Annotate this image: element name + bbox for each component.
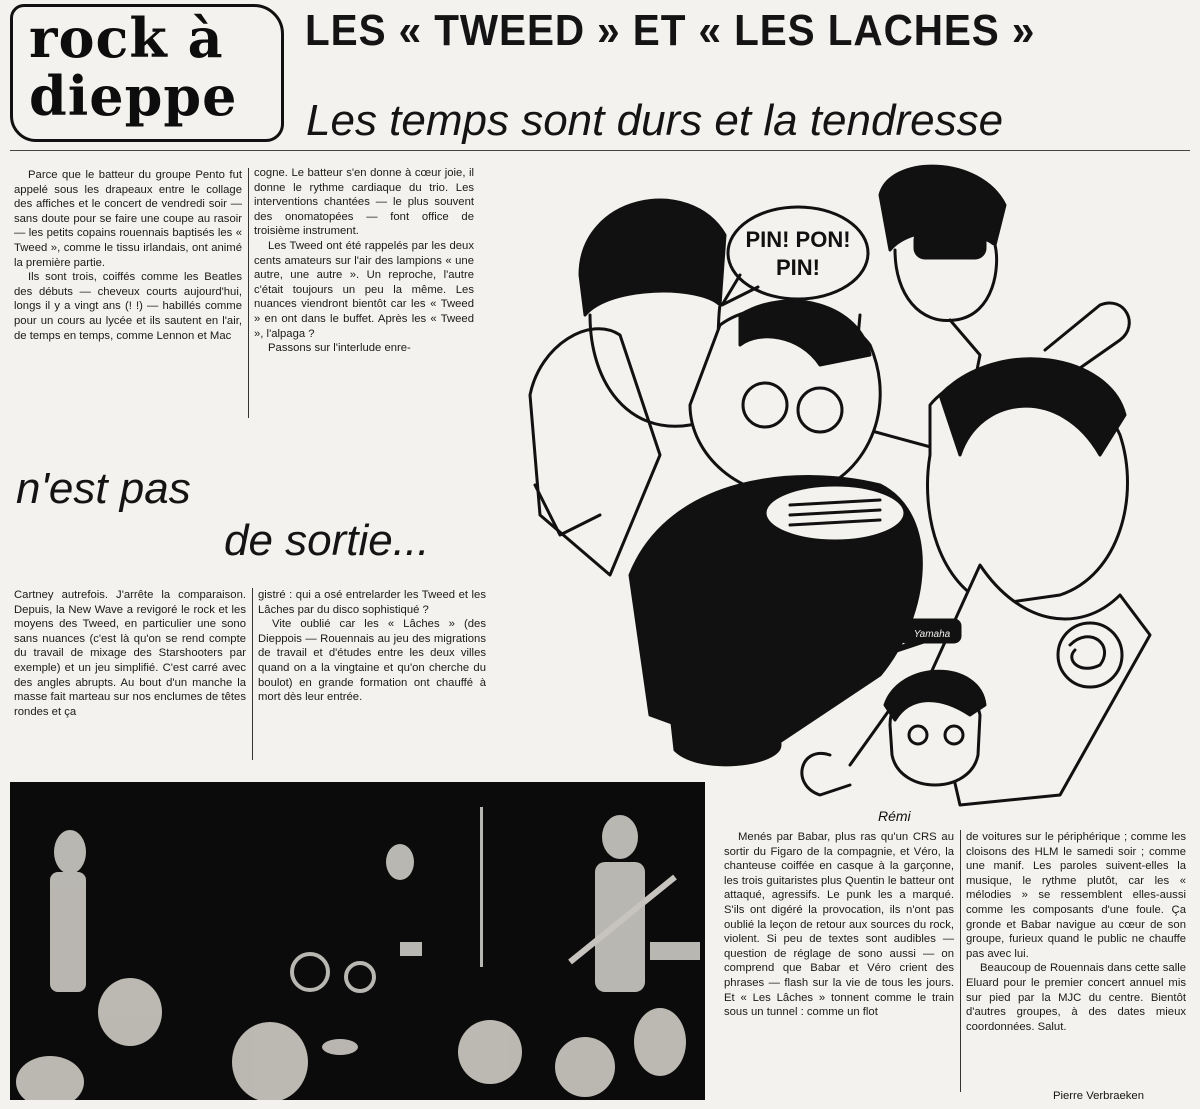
author-signature: Pierre Verbraeken [1052,1090,1144,1102]
rubric-line-2: dieppe [29,64,238,128]
cartoon-illustration [500,155,1190,825]
paragraph: gistré : qui a osé entrelarder les Tweed et les Lâches par du disco sophistiqué ? [258,589,486,616]
column-3-bottom [724,830,954,1020]
paragraph: Beaucoup de Rouennais dans cette salle Eluard pour le premier concert annuel mis sur pied par la MJC du centre. Bientôt d'autres groupes, à des dates mieux coordonnées. Salut. [966,962,1186,1033]
headline: LES « TWEED » ET « LES LACHES » [305,6,1036,55]
column-divider [960,830,961,1092]
speech-bubble-line-1: PIN! PON! [745,227,851,252]
subhead-continued-2: de sortie... [224,516,430,565]
paragraph: Vite oublié car les « Lâches » (des Dieppois — Rouennais au jeu des migrations de travail et d'études entre les deux villes quand on a la vingtaine et qu'on cherche du boulot) en grande formation ont chauffé à mort dès leur entrée. [258,618,486,704]
column-divider [248,168,249,418]
subhead-continued-1: n'est pas [16,464,191,513]
artist-signature: Rémi [878,808,911,824]
column-1-top [14,168,242,343]
speech-bubble-line-2: PIN! [776,255,820,280]
column-divider [252,588,253,760]
paragraph: Menés par Babar, plus ras qu'un CRS au sortir du Figaro de la compagnie, et Véro, la chanteuse coiffée en casque à la garçonne, les trois guitaristes plus Quentin le batteur ont attaqué, agressifs. Le punk les a marqué. S'ils ont digéré la provocation, ils n'ont pas oublié la leçon de retour aux sources du rock, violent. Si peu de textes sont audibles — question de réglage de sono aussi — on comprend que Babar et Véro crient des phrases — flash sur la vie de tous les jours. Et « Les Lâches » tonnent comme le train sous un tunnel : comme un flot [724,831,954,1019]
paragraph: de voitures sur le périphérique ; comme les cloisons des HLM le samedi soir ; comme une manif. Les paroles suivent-elles la musique, le rythme plutôt, car les « mélodies » se ressemblent elles-aussi comme les composants d'une foule. Ça gronde et Babar navigue au cœur de son groupe, furieux quand le public ne chauffe pas avec lui. [966,831,1186,960]
concert-photo [10,782,705,1100]
header-rule [10,150,1190,151]
paragraph: Passons sur l'interlude enre- [268,342,411,355]
column-1-mid [14,588,246,719]
column-4-bottom [966,830,1186,1034]
column-2-mid [258,588,486,705]
column-2-top [254,166,474,356]
rubric-line-1: rock à [29,6,224,70]
paragraph: Parce que le batteur du groupe Pento fut appelé sous les drapeaux entre le collage des affiches et le concert de vendredi soir — sans doute pour se faire une coupe au rasoir — les petits copains rouennais baptisés les « Tweed », comme le tissu irlandais, ont animé la première partie. [14,169,242,269]
paragraph: Cartney autrefois. J'arrête la comparaison. Depuis, la New Wave a revigoré le rock et les moyens des Tweed, en particulier une sono sans nuances (c'est là qu'on se rend compte du travail de mixage des Starshooters par exemple) et un jeu simplifié. C'est carré avec des angles abrupts. Au bout d'un manche la masse fait marteau sur nos enclumes de têtes rondes et ça [14,589,246,718]
guitar-brand: Yamaha [913,629,951,640]
rubric-box [10,4,284,142]
paragraph: Ils sont trois, coiffés comme les Beatles des débuts — cheveux courts aujourd'hui, longs il y a vingt ans (! !) — habillés comme pour un cours au lycée et ils sautent en l'air, de temps en temps, comme Lennon et Mac [14,271,242,342]
paragraph: cogne. Le batteur s'en donne à cœur joie, il donne le rythme cardiaque du trio. Les interventions chantées — le plus souvent des onomatopées — font office de troisième instrument. [254,167,474,238]
subhead: Les temps sont durs et la tendresse [306,96,1004,145]
paragraph: Les Tweed ont été rappelés par les deux cents amateurs sur l'air des lampions « une autre, une autre ». Un reproche, l'autre c'était toujours un peu la même. Les nuances viendront bientôt car les « Tweed » en ont dans le buffet. Après les « Tweed », l'alpaga ? [254,239,474,340]
